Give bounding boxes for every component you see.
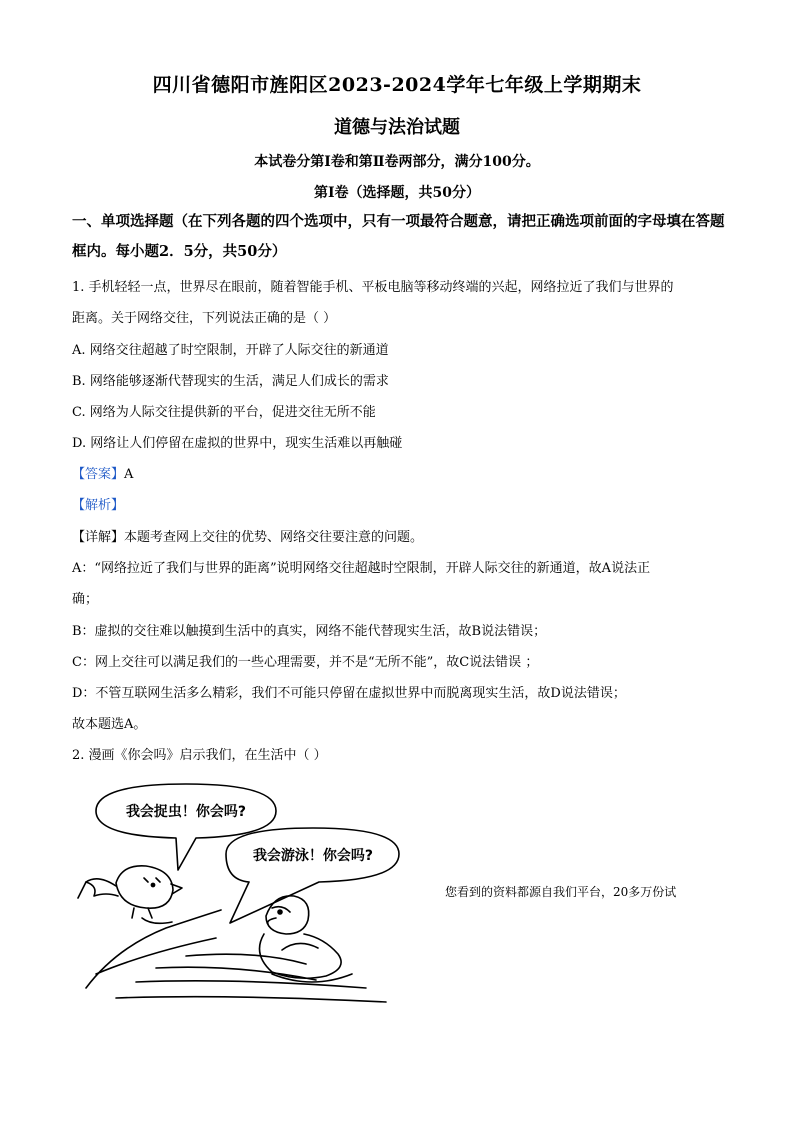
bubble2-text: 我会游泳！你会吗? (252, 848, 374, 864)
answer-value: A (124, 467, 134, 482)
q1-option-a: A. 网络交往超越了时空限制，开辟了人际交往的新通道 (72, 343, 389, 358)
q1-stem-line2: 距离。关于网络交往，下列说法正确的是（ ） (72, 311, 337, 326)
speech-bubble-1 (96, 784, 276, 870)
q1-explain-a2: 确； (72, 592, 99, 607)
bubble1-text: 我会捉虫！你会吗? (125, 804, 247, 820)
cartoon-image (76, 778, 436, 1013)
q1-answer (72, 463, 133, 482)
detail-text: 本题考查网上交往的优势、网络交往要注意的问题。 (124, 530, 424, 545)
q1-option-d: D. 网络让人们停留在虚拟的世界中，现实生活难以再触碰 (72, 436, 403, 451)
q1-analysis (72, 494, 124, 513)
exam-title: 四川省德阳市旌阳区2023-2024学年七年级上学期期末 (152, 74, 642, 96)
q2-stem: 2. 漫画《你会吗》启示我们，在生活中（ ） (72, 748, 327, 763)
q1-explain-a1: A：“网络拉近了我们与世界的距离”说明网络交往超越时空限制，开辟人际交往的新通道，故A说法正 (72, 561, 651, 576)
q1-explain-d: D：不管互联网生活多么精彩，我们不可能只停留在虚拟世界中而脱离现实生活，故D说法错误； (72, 686, 626, 701)
q1-explain-c: C：网上交往可以满足我们的一些心理需要，并不是“无所不能”，故C说法错误 ； (72, 655, 539, 670)
side-note: 您看到的资料都源自我们平台，20多万份试 (445, 885, 677, 899)
q1-stem-line1: 1. 手机轻轻一点，世界尽在眼前，随着智能手机、平板电脑等移动终端的兴起，网络拉近了我们与世界的 (72, 280, 674, 295)
part-heading: 第Ⅰ卷（选择题，共50分） (313, 185, 481, 201)
speech-bubble-2 (226, 828, 399, 923)
duckling-drawing (260, 896, 353, 982)
exam-subject: 道德与法治试题 (334, 117, 460, 138)
q1-explain-b: B：虚拟的交往难以触摸到生活中的真实，网络不能代替现实生活，故B说法错误； (72, 624, 547, 639)
exam-note: 本试卷分第Ⅰ卷和第Ⅱ卷两部分，满分100分。 (254, 154, 540, 170)
section-heading: 一、单项选择题（在下列各题的四个选项中，只有一项最符合题意，请把正确选项前面的字母填在答题框内。每小题2．5分，共50分） (72, 213, 725, 260)
q1-detail (72, 526, 423, 545)
analysis-tag: 【解析】 (72, 498, 125, 513)
chick-drawing (78, 866, 182, 924)
answer-tag: 【答案】 (72, 467, 125, 482)
q1-conclusion: 故本题选A。 (72, 717, 147, 732)
q1-option-b: B. 网络能够逐渐代替现实的生活，满足人们成长的需求 (72, 374, 389, 389)
detail-tag: 【详解】 (72, 530, 125, 545)
q1-option-c: C. 网络为人际交往提供新的平台，促进交往无所不能 (72, 405, 376, 420)
